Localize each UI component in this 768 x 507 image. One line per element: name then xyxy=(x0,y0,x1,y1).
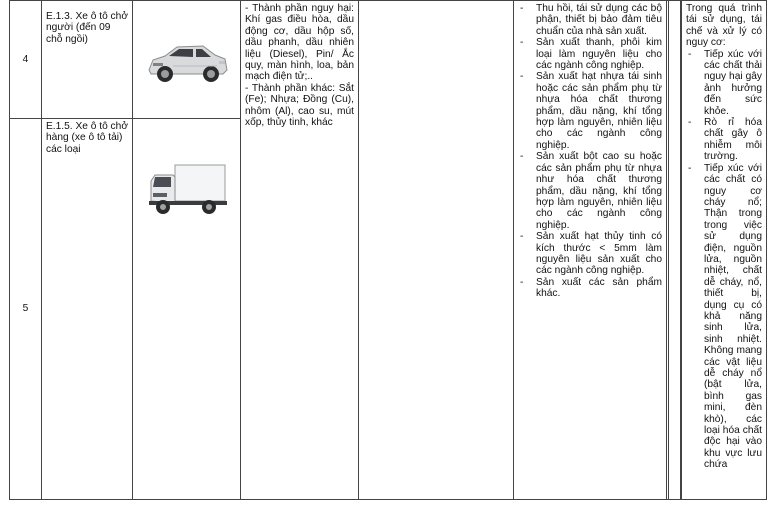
table-row xyxy=(10,1,767,119)
list-item: - Sản xuất hạt nhựa tái sinh hoặc các sản phẩm phụ từ nhựa hóa chất thương phẩm, dầu nặng, khí tổng hợp làm nguyên, nhiên liệu cho các ngành công nghiệp. xyxy=(518,71,662,151)
vehicle-image-cell xyxy=(133,1,241,119)
list-item: - Rò rỉ hóa chất gây ô nhiễm môi trường. xyxy=(686,117,762,163)
list-item: - Sản xuất thanh, phôi kim loại làm nguyên liệu cho các ngành công nghiệp. xyxy=(518,37,662,71)
list-item: - Sản xuất bột cao su hoặc các sản phẩm phụ từ nhựa như hóa chất thương phẩm, dầu nặng, khí tổng hợp làm nguyên, nhiên liệu cho các ngành công nghiệp. xyxy=(518,151,662,231)
vehicle-name: E.1.3. Xe ô tô chở người (đến 09 chỗ ngồi) xyxy=(42,1,133,119)
row-number: 5 xyxy=(10,119,42,500)
suv-car-icon xyxy=(145,30,229,90)
list-item: - Thu hồi, tái sử dụng các bộ phận, thiết bị bảo đảm tiêu chuẩn của nhà sản xuất. xyxy=(518,3,662,37)
vehicle-name: E.1.5. Xe ô tô chở hàng (xe ô tô tải) các loại xyxy=(42,119,133,500)
risk-intro: Trong quá trình tái sử dụng, tái chế và xử lý có nguy cơ: xyxy=(686,3,762,49)
other-components: - Thành phần khác: Sắt (Fe); Nhựa; Đồng (Cu), nhôm (Al), cao su, mút xốp, thủy tinh, khác xyxy=(245,82,354,129)
row-number: 4 xyxy=(10,1,42,119)
list-item: - Tiếp xúc với các chất thải nguy hại gây ảnh hưởng đến sức khỏe. xyxy=(686,49,762,117)
empty-cell xyxy=(359,1,514,500)
waste-table xyxy=(9,0,767,500)
recycling-list xyxy=(518,3,662,300)
box-truck-icon xyxy=(145,159,229,221)
risk-list xyxy=(686,49,762,471)
recycling-cell xyxy=(514,1,667,500)
spacer-cell xyxy=(669,1,681,500)
components-cell xyxy=(241,1,359,500)
hazardous-components: - Thành phần nguy hại: Khí gas điều hòa, dầu động cơ, dầu hộp số, dầu phanh, dầu nhiên liệu (Diesel), Pin/ Ắc quy, màn hình, loa, bản mạch điện tử;.. xyxy=(245,3,354,83)
vehicle-image-cell xyxy=(133,119,241,500)
list-item: - Tiếp xúc với các chất có nguy cơ cháy nổ; Thận trong trong việc sử dụng điện, nguồn lửa, nguồn nhiệt, chất dễ cháy, nổ, thiết bị, dụng cụ có khả năng sinh lửa, sinh nhiệt. Không mang các vật liệu dễ cháy nổ (bật lửa, bình gas mini, đèn khò), các loại hóa chất độc hại vào khu vực lưu chứa xyxy=(686,163,762,471)
risk-cell xyxy=(682,1,767,500)
list-item: - Sản xuất hạt thủy tinh có kích thước < 5mm làm nguyên liệu sản xuất cho các ngành công nghiệp. xyxy=(518,231,662,277)
list-item: - Sản xuất các sản phẩm khác. xyxy=(518,277,662,300)
